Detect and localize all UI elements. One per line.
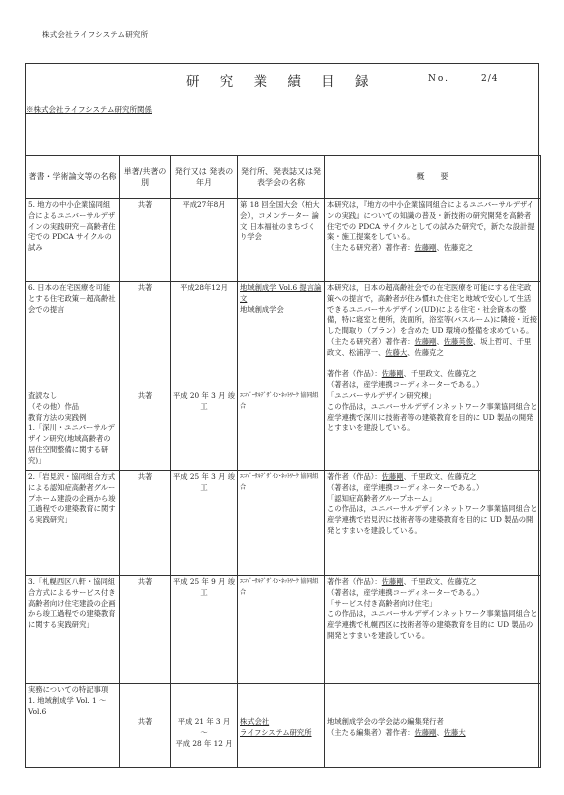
summary-authors: （主たる研究者）著作者：佐藤剛、佐藤克之 [327, 243, 473, 253]
table-row [26, 471, 541, 576]
summary-text: 本研究は，『地方の中小企業協同組合によるユニバーサルデザインの実践』についての知識の普及・新技術の研究開発を高齢者住宅での PDCA サイクルとしての試みた研究で，新たな設計提案・施工提案をしている。 [327, 200, 535, 242]
record-publisher: 地域創成学 Vol.6 提言論文 地域創成学会 ﾕﾆﾊﾞｰｻﾙﾃﾞｻﾞｲﾝ･ﾈｯﾄﾜｰｸ 協同組合 [238, 282, 325, 471]
record-publisher: 株式会社 ライフシステム研究所 [238, 684, 325, 768]
record-title: 2.「岩見沢・協同組合方式による認知症高齢者グループホーム建設の企画から竣工過程での建築教育に関する実践研究」 [26, 471, 120, 576]
organization-note: ※株式会社ライフシステム研究所関係 [26, 105, 152, 114]
record-summary: 本研究は，日本の超高齢社会での在宅医療を可能にする住宅政策への提言で，高齢者が住み慣れた住宅と地域で安心して生活できるユニバーサルデザイン(UD)による住宅・社会資本の整備，特に寝室と便所，洗面所，浴室等(バスルーム)に隣接・近接した間取り（プラン）を含めた UD 環境の整備を求めている。 （主たる研究者）著作者：佐藤剛、佐藤英俊、坂上哲可、千里政文、松浦淳一、佐藤大、佐藤克之 著作者（作品）：佐藤剛、千里政文、佐藤克之 （著者は，産学連携コーディネーターである。） 「ユニバーサルデザイン研究棟」 この作品は，ユニバーサルデザインネットワーク事業協同組合と産学連携で深川に技術者等の建築教育を目的に UD 製品の開発とすまいを建設している。 [325, 282, 541, 471]
records-table [25, 155, 541, 768]
record-date: 平成28年12月 平成 20 年 3 月 竣工 [171, 282, 238, 471]
record-title: 実務についての特記事項 1. 地域創成学 Vol. 1 ～Vol.6 [26, 684, 120, 768]
record-summary [325, 199, 541, 282]
table-row [26, 684, 541, 768]
table-row [26, 576, 541, 684]
record-type: 共著 [120, 684, 171, 768]
record-date: 平成 25 年 3 月 竣工 [171, 471, 238, 576]
record-title: 5. 地方の中小企業協同組合によるユニバーサルデザインの実践研究－高齢者住宅での PDCA サイクルの試み [26, 199, 120, 282]
record-title: 6. 日本の在宅医療を可能とする住宅政策－超高齢社会での提言 査読なし （その他）作品 教育方法の実践例 1.「深川・ユニバーサルデザイン研究(地域高齢者の居住空間整備に関する研究)」 [26, 282, 120, 471]
record-type: 共著 [120, 471, 171, 576]
record-summary: 地域創成学会の学会誌の編集発行者 （主たる編集者）著作者：佐藤剛、佐藤大 [325, 684, 541, 768]
page-number: 2/4 [481, 74, 499, 84]
table-row [26, 282, 541, 471]
record-publisher: ﾕﾆﾊﾞｰｻﾙﾃﾞｻﾞｲﾝ･ﾈｯﾄﾜｰｸ 協同組合 [238, 471, 325, 576]
header-summary: 概 要 [325, 156, 541, 199]
record-type: 共著 [120, 199, 171, 282]
record-type: 共著 共著 [120, 282, 171, 471]
header-publisher: 発行所、発表誌又は発表学会の名称 [238, 156, 325, 199]
record-publisher: 第 18 回全国大会（柏大会），コメンテーター 論文 日本福祉のまちづくり学会 [238, 199, 325, 282]
record-title: 3.「札幌西区八軒・協同組合方式によるサービス付き高齢者向け住宅建設の企画から竣工過程での建築教育に関する実践研究」 [26, 576, 120, 684]
table-header-row [26, 156, 541, 199]
record-date: 平成 21 年 3 月 ～ 平成 28 年 12 月 [171, 684, 238, 768]
record-summary: 著作者（作品）：佐藤剛、千里政文、佐藤克之 （著者は，産学連携コーディネーターである。） 「サービス付き高齢者向け住宅」 この作品は，ユニバーサルデザインネットワーク事業協同組合と産学連携で札幌西区に技術者等の建築教育を目的に UD 製品の開発とすまいを建設している。 [325, 576, 541, 684]
page-title: 研 究 業 績 目 録 [186, 74, 377, 90]
title-row [26, 64, 538, 92]
page-number-label: No. [428, 74, 450, 84]
record-date: 平成 25 年 9 月 竣工 [171, 576, 238, 684]
table-row [26, 199, 541, 282]
record-date: 平成27年8月 [171, 199, 238, 282]
record-type: 共著 [120, 576, 171, 684]
record-frame [25, 63, 539, 768]
record-summary: 著作者（作品）：佐藤剛、千里政文、佐藤克之 （著者は，産学連携コーディネーターである。） 「認知症高齢者グループホーム」 この作品は，ユニバーサルデザインネットワーク事業協同組合と産学連携で岩見沢に技術者等の建築教育を目的に UD 製品の開発とすまいを建設している。 [325, 471, 541, 576]
company-name: 株式会社ライフシステム研究所 [42, 30, 149, 39]
header-title: 著書・学術論文等の名称 [26, 156, 120, 199]
author-link: 佐藤剛 [414, 243, 437, 253]
header-date: 発行又は 発表の年月 [171, 156, 238, 199]
header-single-joint: 単著/共著の別 [120, 156, 171, 199]
record-publisher: ﾕﾆﾊﾞｰｻﾙﾃﾞｻﾞｲﾝ･ﾈｯﾄﾜｰｸ 協同組合 [238, 576, 325, 684]
